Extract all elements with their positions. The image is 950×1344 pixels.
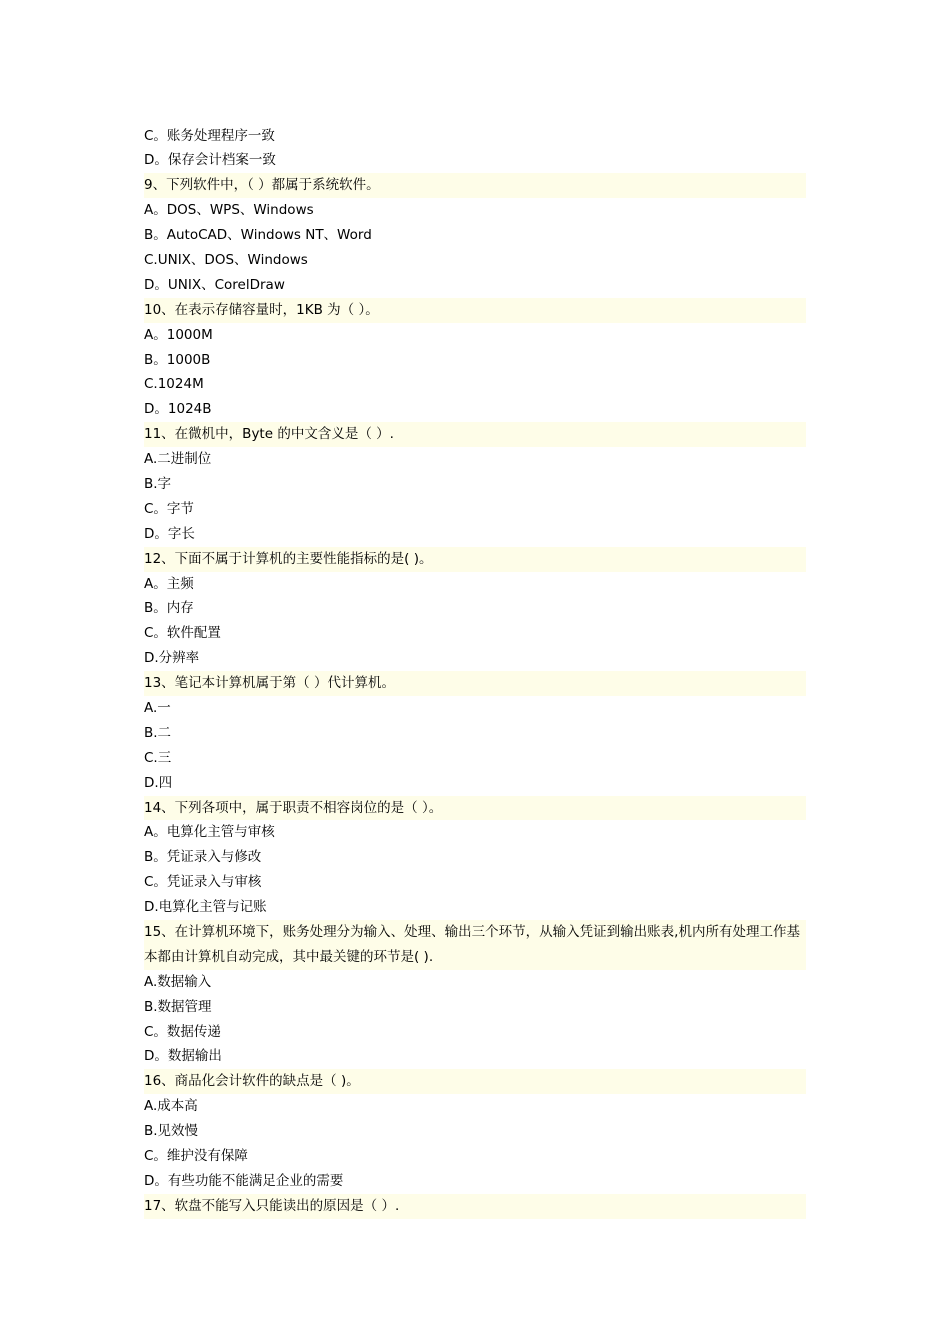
answer-option: C.三 [144, 749, 172, 766]
answer-option: A。DOS、WPS、Windows [144, 202, 314, 219]
question-stem: 10、在表示存储容量时，1KB 为（ ）。 [144, 298, 806, 323]
question-stem: 16、商品化会计软件的缺点是（ )。 [144, 1069, 806, 1094]
question-stem: 15、在计算机环境下，账务处理分为输入、处理、输出三个环节，从输入凭证到输出账表,机内所有处理工作基本都由计算机自动完成，其中最关键的环节是( ). [144, 920, 806, 970]
answer-option: C。软件配置 [144, 625, 221, 642]
answer-option: D。数据输出 [144, 1048, 222, 1065]
answer-option: D.分辨率 [144, 650, 200, 667]
answer-option: D。保存会计档案一致 [144, 152, 276, 169]
document-body [144, 124, 806, 1219]
answer-option: D。有些功能不能满足企业的需要 [144, 1172, 344, 1189]
question-stem: 11、在微机中，Byte 的中文含义是（ ）. [144, 422, 806, 447]
answer-option: D。UNIX、CorelDraw [144, 276, 285, 293]
answer-option: C.UNIX、DOS、Windows [144, 251, 308, 268]
answer-option: B。AutoCAD、Windows NT、Word [144, 227, 372, 244]
question-stem: 14、下列各项中，属于职责不相容岗位的是（ ）。 [144, 796, 806, 821]
answer-option: A。1000M [144, 326, 213, 343]
question-stem: 12、下面不属于计算机的主要性能指标的是( )。 [144, 547, 806, 572]
answer-option: C。账务处理程序一致 [144, 127, 275, 144]
answer-option: B。内存 [144, 600, 194, 617]
answer-option: B.二 [144, 724, 172, 741]
answer-option: C。数据传递 [144, 1023, 221, 1040]
question-stem: 13、笔记本计算机属于第（ ）代计算机。 [144, 671, 806, 696]
answer-option: B.见效慢 [144, 1123, 199, 1140]
answer-option: D。字长 [144, 525, 195, 542]
answer-option: D。1024B [144, 401, 212, 418]
answer-option: B。1000B [144, 351, 211, 368]
answer-option: D.四 [144, 774, 173, 791]
answer-option: B.数据管理 [144, 998, 212, 1015]
answer-option: A。主频 [144, 575, 194, 592]
answer-option: D.电算化主管与记账 [144, 899, 267, 916]
answer-option: C.1024M [144, 376, 204, 393]
answer-option: A。电算化主管与审核 [144, 824, 275, 841]
answer-option: B。凭证录入与修改 [144, 849, 262, 866]
answer-option: A.一 [144, 699, 171, 716]
answer-option: A.数据输入 [144, 973, 212, 990]
question-stem: 17、软盘不能写入只能读出的原因是（ ）. [144, 1194, 806, 1219]
answer-option: B.字 [144, 475, 172, 492]
answer-option: A.成本高 [144, 1098, 198, 1115]
answer-option: C。维护没有保障 [144, 1148, 248, 1165]
answer-option: C。字节 [144, 500, 194, 517]
answer-option: A.二进制位 [144, 451, 212, 468]
question-stem: 9、下列软件中，（ ）都属于系统软件。 [144, 173, 806, 198]
answer-option: C。凭证录入与审核 [144, 874, 262, 891]
